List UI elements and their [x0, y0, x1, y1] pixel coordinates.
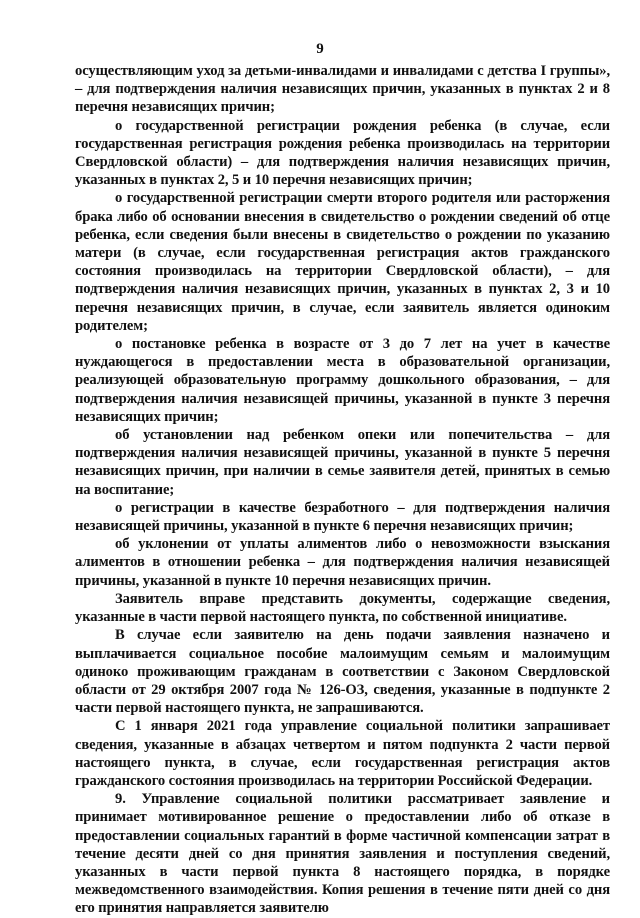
paragraph-preschool-queue: о постановке ребенка в возрасте от 3 до 7 лет на учет в качестве нуждающегося в предоставлении места в образовательной организации, реализующей образовательную программу дошкольного образования, – для подтверждения наличия независящей причины, указанной в пункте 3 перечня независящих причин;	[75, 336, 610, 425]
paragraph-guardianship: об установлении над ребенком опеки или попечительства – для подтверждения наличия независящей причины, указанной в пункте 5 перечня независящих причин, при наличии в семье заявителя детей, принятых в семью на воспитание;	[75, 427, 610, 498]
page-number: 9	[316, 41, 324, 57]
paragraph-continuation: осуществляющим уход за детьми-инвалидами и инвалидами с детства I группы», – для подтверждения наличия независящих причин, указанных в пунктах 2 и 8 перечня независящих причин;	[75, 63, 610, 116]
paragraph-alimony: об уклонении от уплаты алиментов либо о невозможности взыскания алиментов в отношении ребенка – для подтверждения наличия независящей причины, указанной в пункте 10 перечня независящих причин.	[75, 536, 610, 589]
paragraph-unemployed: о регистрации в качестве безработного – для подтверждения наличия независящей причины, указанной в пункте 6 перечня независящих причин;	[75, 499, 610, 535]
paragraph-from-2021: С 1 января 2021 года управление социальной политики запрашивает сведения, указанные в абзацах четвертом и пятом подпункта 2 части первой настоящего пункта, в случае, если государственная регистрация актов гражданского состояния производилась на территории Российской Федерации.	[75, 718, 610, 789]
paragraph-social-benefit: В случае если заявителю на день подачи заявления назначено и выплачивается социальное пособие малоимущим семьям и малоимущим одиноко проживающим гражданам в соответствии с Законом Свердловской области от 29 октября 2007 года № 126-ОЗ, сведения, указанные в подпункте 2 части первой настоящего пункта, не запрашиваются.	[75, 627, 610, 717]
paragraph-own-initiative: Заявитель вправе представить документы, содержащие сведения, указанные в части первой настоящего пункта, по собственной инициативе.	[75, 590, 610, 626]
paragraph-death-divorce-registration: о государственной регистрации смерти второго родителя или расторжения брака либо об основании внесения в свидетельство о рождении сведений об отце ребенка, если сведения были внесены в свидетельство о рождении по указанию матери (в случае, если государственная регистрация актов гражданского состояния производилась на территории Свердловской области), – для подтверждения наличия независящих причин, указанных в пунктах 2, 3 и 10 перечня независящих причин, в случае, если заявитель является одиноким родителем;	[75, 190, 610, 334]
document-body	[75, 62, 610, 918]
paragraph-item-9: 9. Управление социальной политики рассматривает заявление и принимает мотивированное решение о предоставлении либо об отказе в предоставлении социальных гарантий в форме частичной компенсации затрат в течение десяти дней со дня принятия заявления и поступления сведений, указанных в части первой пункта 8 настоящего порядка, в порядке межведомственного взаимодействия. Копия решения в течение пяти дней со дня его принятия направляется заявителю	[75, 791, 610, 917]
paragraph-birth-registration: о государственной регистрации рождения ребенка (в случае, если государственная регистрация рождения ребенка производилась на территории Свердловской области) – для подтверждения наличия независящих причин, указанных в пунктах 2, 5 и 10 перечня независящих причин;	[75, 117, 610, 189]
